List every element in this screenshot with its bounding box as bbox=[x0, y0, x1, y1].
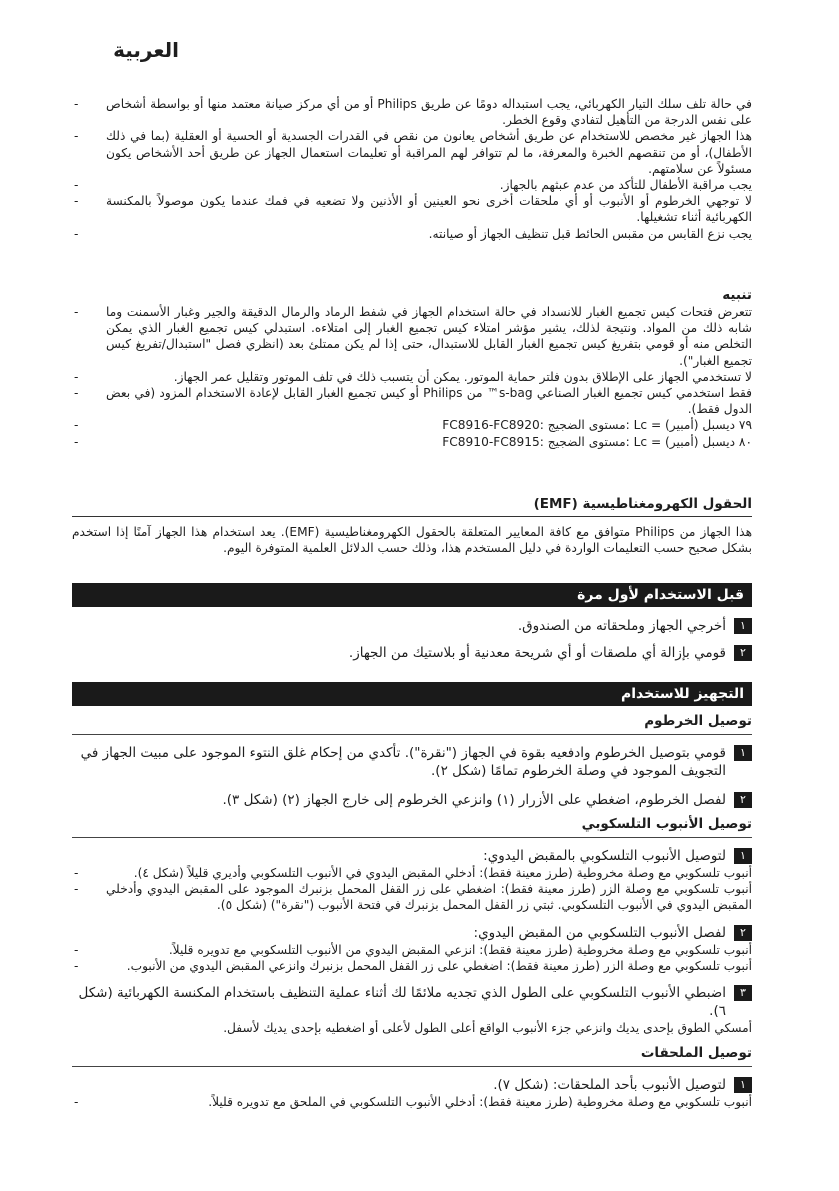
step-1 bbox=[72, 617, 752, 635]
section-band-preparing: التجهيز للاستخدام bbox=[72, 682, 752, 706]
section-band-before-first-use: قبل الاستخدام لأول مرة bbox=[72, 583, 752, 607]
tube-step-3-note: أمسكي الطوق بإحدى يديك وانزعي جزء الأنبوب الواقع أعلى الطول لأعلى أو اضغطيه بإحدى يديك لأسفل. bbox=[223, 1021, 752, 1036]
language-title: العربية bbox=[113, 38, 179, 62]
step-number: ١ bbox=[734, 745, 752, 761]
list-item: أنبوب تلسكوبي مع وصلة الزر (طرز معينة فقط): اضغطي على زر القفل المحمل بزنبرك الموجود على المقبض اليدوي وأدخلي المقبض اليدوي في الأنبوب التلسكوبي. ثبتي زر القفل المحمل بزنبرك في فتحة الأنبوب ("نقرة") (شكل ٥). - bbox=[72, 881, 752, 913]
step-number: ١ bbox=[734, 848, 752, 864]
list-item: يجب نزع القابس من مقبس الحائط قبل تنظيف الجهاز أو صيانته. - bbox=[72, 226, 752, 242]
emf-section bbox=[72, 495, 752, 556]
step-text: قومي بإزالة أي ملصقات أو أي شريحة معدنية أو بلاستيك من الجهاز. bbox=[348, 645, 726, 661]
step-text: لفصل الأنبوب التلسكوبي من المقبض اليدوي: bbox=[473, 924, 726, 941]
hose-heading: توصيل الخرطوم bbox=[72, 712, 752, 735]
tube-step-1 bbox=[72, 847, 752, 865]
divider bbox=[72, 516, 752, 517]
step-text: لتوصيل الأنبوب التلسكوبي بالمقبض اليدوي: bbox=[483, 848, 726, 864]
warnings-list bbox=[72, 96, 752, 242]
step-2 bbox=[72, 644, 752, 662]
list-item: فقط استخدمي كيس تجميع الغبار الصناعي s-bag™ من Philips أو كيس تجميع الغبار القابل لإعادة الاستخدام المزود (في بعض الدول فقط). - bbox=[72, 385, 752, 417]
list-item: أنبوب تلسكوبي مع وصلة مخروطية (طرز معينة فقط): أدخلي المقبض اليدوي في الأنبوب التلسكوبي وأديري قليلاً (شكل ٤). - bbox=[72, 865, 752, 881]
list-item: في حالة تلف سلك التيار الكهربائي، يجب استبداله دومًا عن طريق Philips أو من أي مركز صيانة معتمد منها أو بواسطة أشخاص على نفس الدرجة من التأهيل لتفادي وقوع الخطر. - bbox=[72, 96, 752, 128]
hose-step-1 bbox=[72, 744, 752, 780]
step-text: لفصل الخرطوم، اضغطي على الأزرار (١) وانزعي الخرطوم إلى خارج الجهاز (٢) (شكل ٣). bbox=[222, 792, 726, 808]
accessories-heading: توصيل الملحقات bbox=[72, 1044, 752, 1067]
step-number: ٢ bbox=[734, 925, 752, 941]
hose-step-2 bbox=[72, 791, 752, 809]
step-text: قومي بتوصيل الخرطوم وادفعيه بقوة في الجهاز ("نقرة"). تأكدي من إحكام غلق النتوء الموجود على مبيت الجهاز في التجويف الموجود في وصلة الخرطوم تمامًا (شكل ٢). bbox=[80, 745, 726, 779]
caution-list bbox=[72, 304, 752, 450]
caution-section bbox=[72, 286, 752, 450]
list-item: أنبوب تلسكوبي مع وصلة مخروطية (طرز معينة فقط): انزعي المقبض اليدوي من الأنبوب التلسكوبي مع تدويره قليلاً. - bbox=[72, 942, 752, 958]
step-text: أخرجي الجهاز وملحقاته من الصندوق. bbox=[517, 618, 726, 634]
step-text: لتوصيل الأنبوب بأحد الملحقات: (شكل ٧). bbox=[493, 1077, 726, 1094]
step-number: ١ bbox=[734, 618, 752, 634]
tube-step-2 bbox=[72, 924, 752, 942]
list-item: يجب مراقبة الأطفال للتأكد من عدم عبثهم بالجهاز. - bbox=[72, 177, 752, 193]
list-item: هذا الجهاز غير مخصص للاستخدام عن طريق أشخاص يعانون من نقص في القدرات الجسدية أو الحسية أو العقلية (بما في ذلك الأطفال)، أو من تنقصهم الخبرة والمعرفة، ما لم تتوافر لهم المراقبة أو تعليمات استعمال الجهاز عن طريق أحد الأشخاص يكون مسئولاً عن سلامتهم. - bbox=[72, 128, 752, 177]
caution-heading: تنبيه bbox=[722, 287, 752, 303]
step-number: ٢ bbox=[734, 792, 752, 808]
tube-step-2-list bbox=[72, 942, 752, 974]
before-first-use-section bbox=[72, 583, 752, 662]
list-item: FC8916-FC8920: مستوى الضجيج: Lc = ٧٩ ديسبل (أمبير) - bbox=[72, 417, 752, 433]
preparing-section bbox=[72, 682, 752, 1110]
warnings-section bbox=[72, 96, 752, 242]
emf-text: هذا الجهاز من Philips متوافق مع كافة المعايير المتعلقة بالحقول الكهرومغناطيسية (EMF). يعد استخدام هذا الجهاز آمنًا إذا استخدم بشكل صحيح حسب التعليمات الواردة في دليل المستخدم هذا، وذلك حسب الدلائل العلمية المتوفرة اليوم. bbox=[72, 525, 753, 556]
step-number: ٣ bbox=[734, 985, 752, 1001]
tube-step-1-list bbox=[72, 865, 752, 914]
accessories-step-1 bbox=[72, 1076, 752, 1094]
list-item: لا تستخدمي الجهاز على الإطلاق بدون فلتر حماية الموتور. يمكن أن يتسبب ذلك في تلف الموتور وتقليل عمر الجهاز. - bbox=[72, 369, 752, 385]
list-item: تتعرض فتحات كيس تجميع الغبار للانسداد في حالة استخدام الجهاز في شفط الرماد والرمال الدقيقة والجير وغبار الأسمنت وما شابه ذلك من المواد. ونتيجة لذلك، يشير مؤشر امتلاء كيس تجميع الغبار إلى امتلاءه. استبدلي كيس تجميع الغبار الذي يمكن التخلص منه أو قومي بتفريغ كيس تجميع الغبار القابل للاستبدال، حتى إذا لم يكن ممتلئ بعد (انظري فصل "استبدال/تفريغ كيس تجميع الغبار"). - bbox=[72, 304, 752, 369]
step-number: ٢ bbox=[734, 645, 752, 661]
accessories-step-1-list bbox=[72, 1094, 752, 1110]
step-text: اضبطي الأنبوب التلسكوبي على الطول الذي تجديه ملائمًا لك أثناء عملية التنظيف باستخدام المكنسة الكهربائية (شكل ٦). bbox=[78, 985, 726, 1020]
list-item: FC8910-FC8915: مستوى الضجيج: Lc = ٨٠ ديسبل (أمبير) - bbox=[72, 434, 752, 450]
list-item: أنبوب تلسكوبي مع وصلة مخروطية (طرز معينة فقط): أدخلي الأنبوب التلسكوبي في الملحق مع تدويره قليلاً. - bbox=[72, 1094, 752, 1110]
tube-heading: توصيل الأنبوب التلسكوبي bbox=[72, 815, 752, 838]
emf-heading: الحقول الكهرومغناطيسية (EMF) bbox=[533, 496, 752, 512]
step-number: ١ bbox=[734, 1077, 752, 1093]
list-item: أنبوب تلسكوبي مع وصلة الزر (طرز معينة فقط): اضغطي على زر القفل المحمل بزنبرك وانزعي المقبض اليدوي من الأنبوب. - bbox=[72, 958, 752, 974]
list-item: لا توجهي الخرطوم أو الأنبوب أو أي ملحقات أخرى نحو العينين أو الأذنين ولا تضعيه في فمك عندما يكون موصولاً بالمكنسة الكهربائية أثناء تشغيلها. - bbox=[72, 193, 752, 225]
tube-step-3 bbox=[72, 984, 752, 1020]
